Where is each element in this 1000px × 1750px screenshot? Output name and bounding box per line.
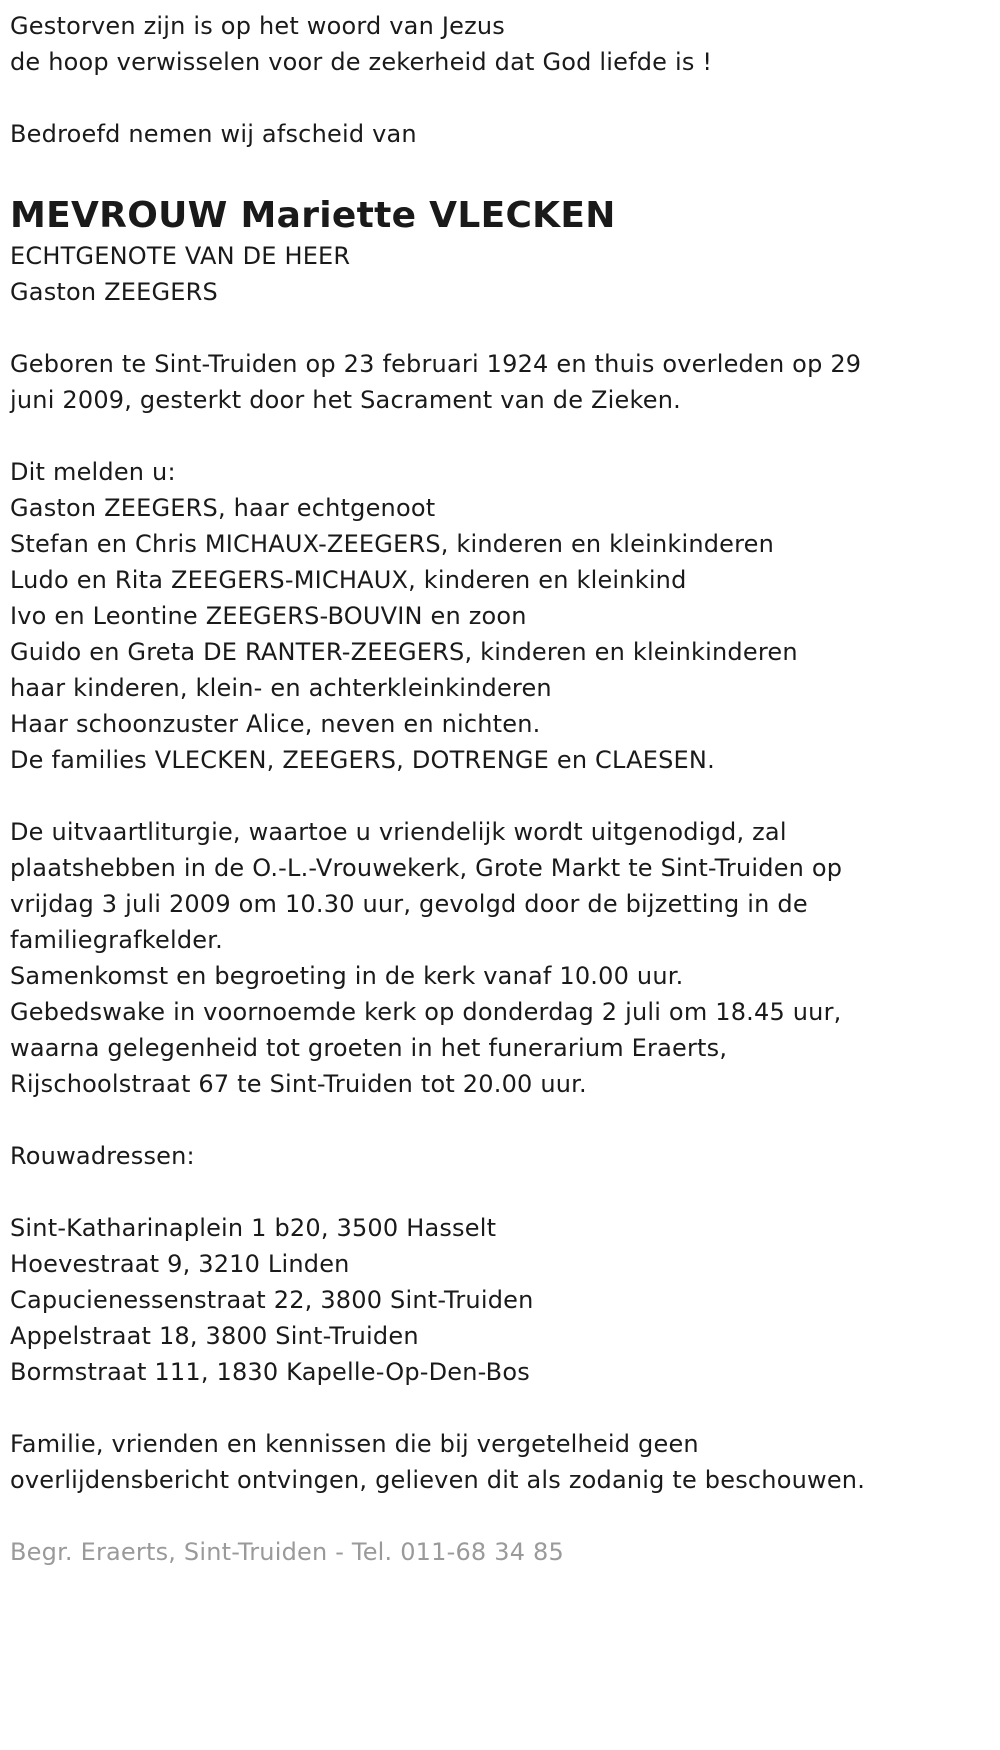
funeral-line: Samenkomst en begroeting in de kerk vanaf 10.00 uur.: [10, 962, 684, 990]
spacer: [10, 778, 990, 814]
family-heading: Dit melden u:: [10, 458, 176, 486]
intro-quote: [10, 8, 990, 80]
family-member: Gaston ZEEGERS, haar echtgenoot: [10, 494, 436, 522]
spacer: [10, 1174, 990, 1210]
spacer: [10, 418, 990, 454]
spacer: [10, 1498, 990, 1534]
funeral-line: Gebedswake in voornoemde kerk op donderdag 2 juli om 18.45 uur,: [10, 998, 842, 1026]
announcement: Bedroefd nemen wij afscheid van: [10, 120, 417, 148]
funeral-line: Rijschoolstraat 67 te Sint-Truiden tot 20.00 uur.: [10, 1070, 587, 1098]
addresses-list: [10, 1210, 990, 1390]
funeral-line: De uitvaartliturgie, waartoe u vriendelijk wordt uitgenodigd, zal: [10, 818, 787, 846]
intro-line: de hoop verwisselen voor de zekerheid dat God liefde is !: [10, 48, 713, 76]
spacer: [10, 1102, 990, 1138]
spacer: [10, 152, 990, 188]
addresses-heading: Rouwadressen:: [10, 1142, 195, 1170]
funeral-line: waarna gelegenheid tot groeten in het funerarium Eraerts,: [10, 1034, 728, 1062]
funeral-line: vrijdag 3 juli 2009 om 10.30 uur, gevolgd door de bijzetting in de: [10, 890, 808, 918]
intro-line: Gestorven zijn is op het woord van Jezus: [10, 12, 505, 40]
deceased-name: MEVROUW Mariette VLECKEN: [10, 195, 616, 236]
address-item: Appelstraat 18, 3800 Sint-Truiden: [10, 1322, 419, 1350]
birth-death-line: juni 2009, gesterkt door het Sacrament van de Zieken.: [10, 386, 681, 414]
funeral-line: plaatshebben in de O.-L.-Vrouwekerk, Grote Markt te Sint-Truiden op: [10, 854, 843, 882]
address-item: Hoevestraat 9, 3210 Linden: [10, 1250, 350, 1278]
deceased-spouse: Gaston ZEEGERS: [10, 278, 218, 306]
family-member: haar kinderen, klein- en achterkleinkinderen: [10, 674, 552, 702]
obituary-document: [10, 8, 990, 1570]
funeral-line: familiegrafkelder.: [10, 926, 223, 954]
family-member: Haar schoonzuster Alice, neven en nichten.: [10, 710, 541, 738]
family-member: Guido en Greta DE RANTER-ZEEGERS, kinderen en kleinkinderen: [10, 638, 798, 666]
closing-paragraph: [10, 1426, 990, 1498]
birth-death-paragraph: [10, 346, 990, 418]
deceased-relation: ECHTGENOTE VAN DE HEER: [10, 242, 351, 270]
spacer: [10, 80, 990, 116]
birth-death-line: Geboren te Sint-Truiden op 23 februari 1924 en thuis overleden op 29: [10, 350, 862, 378]
spacer: [10, 1390, 990, 1426]
closing-line: Familie, vrienden en kennissen die bij vergetelheid geen: [10, 1430, 699, 1458]
funeral-home-footer: Begr. Eraerts, Sint-Truiden - Tel. 011-68 34 85: [10, 1538, 564, 1566]
family-member: Stefan en Chris MICHAUX-ZEEGERS, kinderen en kleinkinderen: [10, 530, 775, 558]
spacer: [10, 310, 990, 346]
funeral-section: [10, 814, 990, 1102]
address-item: Sint-Katharinaplein 1 b20, 3500 Hasselt: [10, 1214, 497, 1242]
family-section: [10, 454, 990, 778]
family-member: Ludo en Rita ZEEGERS-MICHAUX, kinderen en kleinkind: [10, 566, 687, 594]
family-member: Ivo en Leontine ZEEGERS-BOUVIN en zoon: [10, 602, 527, 630]
family-member: De families VLECKEN, ZEEGERS, DOTRENGE en CLAESEN.: [10, 746, 715, 774]
address-item: Capucienessenstraat 22, 3800 Sint-Truiden: [10, 1286, 534, 1314]
closing-line: overlijdensbericht ontvingen, gelieven dit als zodanig te beschouwen.: [10, 1466, 866, 1494]
address-item: Bormstraat 111, 1830 Kapelle-Op-Den-Bos: [10, 1358, 530, 1386]
